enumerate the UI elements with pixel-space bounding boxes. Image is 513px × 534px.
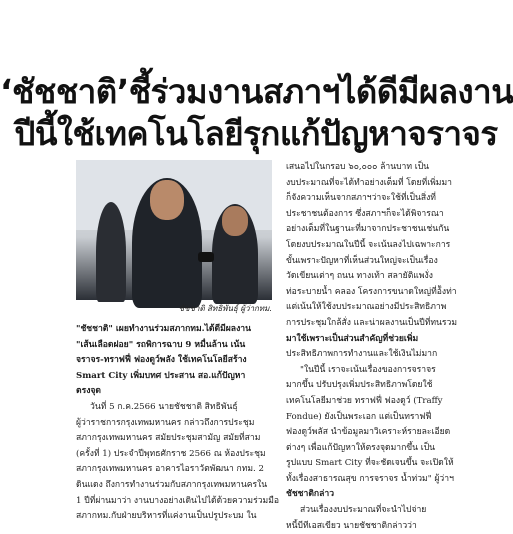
body-line: โดยงบประมาณในปีนี้ จะเน้นลงไปเฉพาะการ xyxy=(286,239,451,250)
body-line: สภากรุงเทพมหานคร สมัยประชุมสามัญ สมัยที่สาม xyxy=(76,433,261,444)
body-line: 1 ปีที่ผ่านมาว่า งานบางอย่างเดินไปได้ด้วยความร่วมมือ xyxy=(76,495,280,506)
body-line: อย่างเต็มที่ในฐานะที่มาจากประชาชนเช่นกัน xyxy=(286,224,450,235)
body-line: แต่เน้นให้ใช้งบประมาณอย่างมีประสิทธิภาพ xyxy=(286,302,447,313)
body-line: (ครั้งที่ 1) ประจำปีพุทธศักราช 2566 ณ ห้องประชุม xyxy=(76,448,266,459)
body-line: วันที่ 5 ก.ค.2566 นายชัชชาติ สิทธิพันธุ์ xyxy=(90,401,238,412)
lead-line: จราจร-ทราฟฟี่ ฟองดูว์พลัง ใช้เทคโนโลยีสร้าง xyxy=(76,355,247,366)
body-line: รูปแบบ Smart City ที่จะชัดเจนขึ้น จะเปิดให้ xyxy=(286,458,454,469)
photo-person-right-face xyxy=(222,206,248,236)
body-line: มากขึ้น ปรับปรุงเพิ่มประสิทธิภาพโดยใช้ xyxy=(286,380,433,391)
body-line: ต่างๆ เพื่อแก้ปัญหาให้ตรงจุดมากขึ้น เป็น xyxy=(286,442,436,453)
article-right-column xyxy=(286,160,486,531)
body-line: ฟองดูว์พลัส นำข้อมูลมาวิเคราะห์รายละเอียด xyxy=(286,427,451,438)
body-line: มาใช้เพราะเป็นส่วนสำคัญที่ช่วยเพิ่ม xyxy=(286,333,419,344)
quote-line: "ในปีนี้ เราจะเน้นเรื่องของการจราจร xyxy=(300,364,436,375)
body-line: ท่อระบายน้ำ คลอง โครงการขนาดใหญ่ที่อ้ังท่า xyxy=(286,286,457,297)
headline-line-1: ‘ชัชชาติ’ชี้ร่วมงานสภาฯได้ดีมีผลงาน xyxy=(0,72,513,111)
body-line: ส่วนเรื่องงบประมาณที่จะนำไปจ่าย xyxy=(300,505,427,516)
body-line: เทคโนโลยีมาช่วย ทราฟฟี่ ฟองดูว์ (Traffy xyxy=(286,395,443,406)
lead-line: ตรงจุด xyxy=(76,386,102,397)
body-line: สภากรุงเทพมหานคร อาคารไอราวัตพัฒนา กทม. 2 xyxy=(76,464,264,475)
body-line: ทั้งเรื่องสาธารณสุข การจราจร น้ำท่วม" ผู้ว่าฯ xyxy=(286,473,454,484)
news-photo xyxy=(76,160,272,300)
body-line: ก็จังความเห็นจากสภาฯว่าจะใช้ที่เป็นสิ่งที่ xyxy=(286,193,436,204)
body-line: หนี้บีทีเอสเขียว นายชัชชาติกล่าวว่า xyxy=(286,520,417,531)
headline-line-2: ปีนี้ใช้เทคโนโลยีรุกแก้ปัญหาจราจร xyxy=(14,114,498,153)
body-line: วัดเขียนเต่าๆ ถนน ทางเท้า สลายัติแพงั่ง xyxy=(286,271,433,282)
body-line: เสนอไปในกรอบ ๖๐,๐๐๐ ล้านบาท เป็น xyxy=(286,162,430,172)
lead-line: "ชัชชาติ" เผยทำงานร่วมสภากทม.ได้ดีมีผลงาน xyxy=(76,324,251,334)
body-line: ประสิทธิภาพการทำงานและใช้เงินไม่มาก xyxy=(286,349,438,360)
article-left-column xyxy=(76,322,280,522)
body-line: ประชาชนต้องการ ซึ่งสภาฯก็จะได้พิจารณา xyxy=(286,208,444,219)
body-line: Fondue) ยังเป็นพระเอก แต่เป็นทราฟฟี่ xyxy=(286,411,432,422)
body-line: ชัชชาติกล่าว xyxy=(286,489,335,500)
lead-line: Smart City เพิ่มบทศ ประสาน สอ.แก้ปัญหา xyxy=(76,370,246,381)
photo-person-left xyxy=(96,202,126,302)
photo-person-main-face xyxy=(150,180,184,220)
body-line: ขั้นเพราะปัญหาที่เห็นส่วนใหญ่จะเป็นเรื่อง xyxy=(286,255,438,266)
body-line: การประชุมใกล้สั่ง และน่าผลงานเป็นปีที่ทนรวม xyxy=(286,317,458,328)
body-line: งบประมาณที่จะได้ทำอย่างเต็มที่ โดยที่เพิ่มมา xyxy=(286,177,452,188)
lead-line: "เส้นเลือดฝอย" รถพิการฉาบ 9 หมื่นล้าน เน้น xyxy=(76,339,246,350)
body-line: ผู้ว่าราชการกรุงเทพมหานคร กล่าวถึงการประชุม xyxy=(76,417,255,428)
photo-caption: ชัชชาติ สิทธิพันธุ์ ผู้ว่ากทม. xyxy=(178,304,272,313)
body-line: สภากทม.กับฝ่ายบริหารที่แค่งานเป็นปรูประบม ใน xyxy=(76,511,257,522)
microphone xyxy=(198,252,214,262)
body-line: ดินแดง ถึงการทำงานร่วมกับสภากรุงเทพมหานครใน xyxy=(76,479,268,490)
